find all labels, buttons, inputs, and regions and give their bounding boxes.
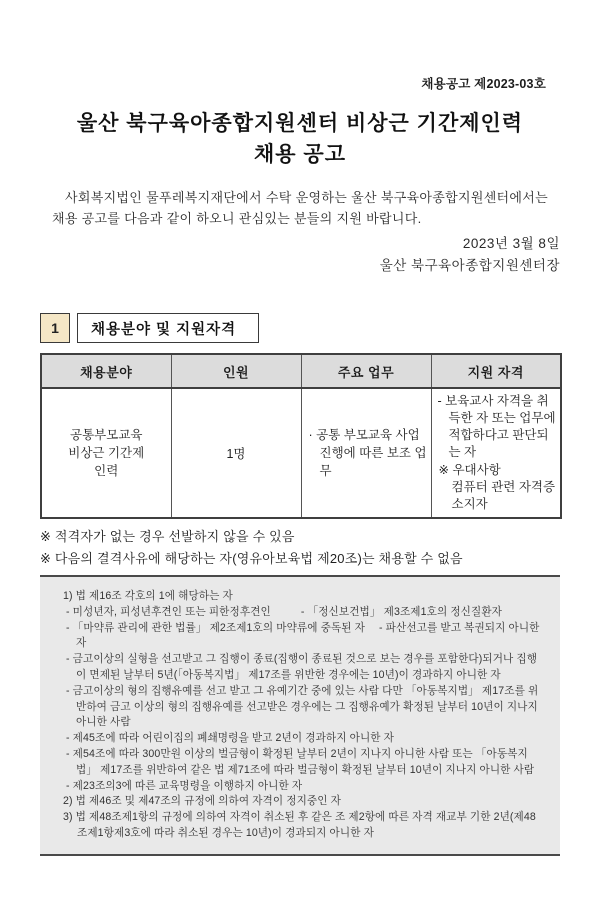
- table-row: [41, 388, 561, 518]
- box-line: - 금고이상의 실형을 선고받고 그 집행이 종료(집행이 종료된 것으로 보는 경우를 포함한다)되거나 집행이 면제된 날부터 5년(「아동복지법」 제17조를 위반한 경우에는 10년)이 경과하지 아니한 자: [66, 653, 538, 681]
- cell-qualification: - 보육교사 자격을 취득한 자 또는 업무에 적합하다고 판단되는 자 ※ 우대사항 컴퓨터 관련 자격증 소지자: [431, 388, 561, 518]
- column-header-headcount: 인원: [171, 354, 301, 388]
- section-1-header: [40, 313, 560, 343]
- box-line: 3) 법 제48조제1항의 규정에 의하여 자격이 취소된 후 같은 조 제2항에 따른 자격 재교부 기한 2년(제48조제1항제3호에 따라 취소된 경우는 10년)이 경과되지 아니한 자: [63, 811, 536, 839]
- recruitment-table: [40, 353, 562, 519]
- document-page: [0, 74, 600, 856]
- box-line: 2) 법 제46조 및 제47조의 규정에 의하여 자격이 정지중인 자: [63, 795, 341, 808]
- title-line-1: 울산 북구육아종합지원센터 비상근 기간제인력: [76, 112, 524, 135]
- cell-duty: · 공통 부모교육 사업 진행에 따른 보조 업무: [301, 388, 431, 518]
- disqualification-box: [40, 575, 560, 856]
- cell-headcount: 1명: [171, 388, 301, 518]
- column-header-qualification: 지원 자격: [431, 354, 561, 388]
- column-header-duty: 주요 업무: [301, 354, 431, 388]
- announcement-number: 채용공고 제2023-03호: [421, 77, 546, 91]
- box-line: - 「마약류 관리에 관한 법률」 제2조제1호의 마약류에 중독된 자 - 파산선고를 받고 복권되지 아니한 자: [66, 621, 540, 650]
- section-title: 채용분야 및 지원자격: [77, 313, 259, 343]
- announcement-date: 2023년 3월 8일: [462, 236, 560, 251]
- intro-paragraph: 사회복지법인 물푸레복지재단에서 수탁 운영하는 울산 북구육아종합지원센터에서는 채용 공고를 다음과 같이 하오니 관심있는 분들의 지원 바랍니다.: [52, 190, 548, 226]
- box-line: - 제54조에 따라 300만원 이상의 벌금형이 확정된 날부터 2년이 지나지 아니한 사람 또는 「아동복지법」 제17조를 위반하여 같은 법 제71조에 따라 벌금형이 확정된 날부터 10년이 지나지 아니한 사람: [66, 747, 535, 776]
- section-number-badge: 1: [40, 313, 70, 343]
- box-line: - 금고이상의 형의 집행유예를 선고 받고 그 유예기간 중에 있는 사람 다만 「아동복지법」 제17조를 위반하여 금고 이상의 형의 집행유예를 선고받은 경우에는 그 집행유예가 확정된 날부터 10년이 지나지 아니한 사람: [66, 684, 539, 729]
- signer-title: 울산 북구육아종합지원센터장: [379, 258, 560, 273]
- box-line: - 미성년자, 피성년후견인 또는 피한정후견인 - 「정신보건법」 제3조제1호의 정신질환자: [66, 605, 502, 618]
- page-title: [40, 108, 560, 170]
- title-line-2: 채용 공고: [254, 143, 346, 166]
- cell-field: 공통부모교육 비상근 기간제 인력: [41, 388, 171, 518]
- table-header-row: [41, 354, 561, 388]
- box-line: - 제23조의3에 따른 교육명령을 이행하지 아니한 자: [66, 779, 303, 792]
- box-line: - 제45조에 따라 어린이집의 폐쇄명령을 받고 2년이 경과하지 아니한 자: [66, 732, 394, 745]
- box-line: 1) 법 제16조 각호의 1에 해당하는 자: [63, 590, 233, 602]
- date-signature-block: [40, 233, 560, 277]
- table-footnotes: [40, 527, 560, 569]
- note-line: ※ 적격자가 없는 경우 선발하지 않을 수 있음: [40, 529, 295, 544]
- note-line: ※ 다음의 결격사유에 해당하는 자(영유아보육법 제20조)는 채용할 수 없음: [40, 551, 463, 566]
- column-header-field: 채용분야: [41, 354, 171, 388]
